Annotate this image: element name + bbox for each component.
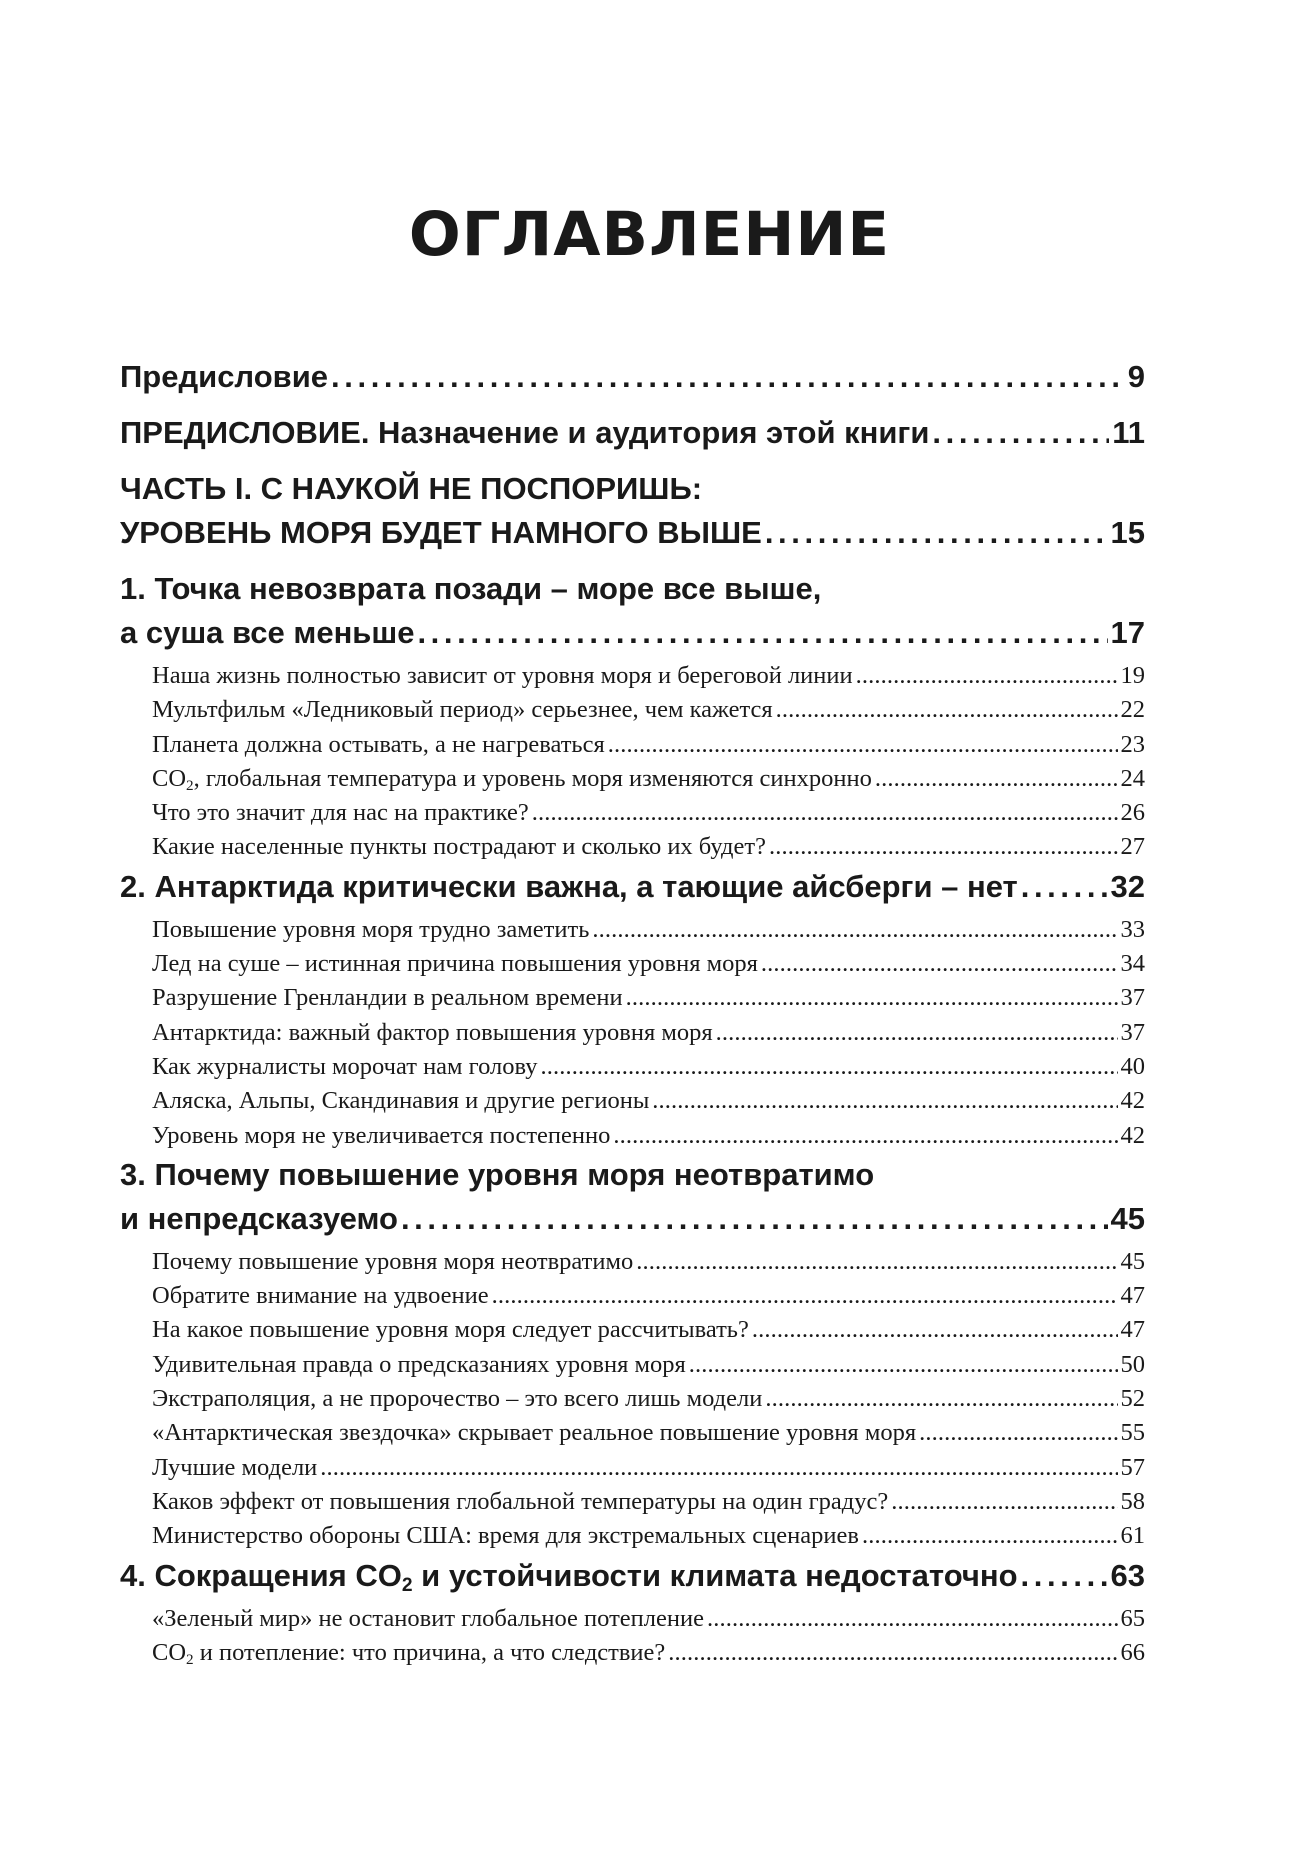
toc-dot-leader	[919, 1416, 1117, 1450]
toc-page-number: 50	[1120, 1350, 1145, 1378]
toc-section[interactable]	[120, 1313, 1145, 1347]
toc-line	[120, 693, 1145, 727]
toc-page-number: 61	[1120, 1522, 1145, 1550]
toc-page-number: 27	[1120, 833, 1145, 861]
toc-chapter[interactable]	[120, 1554, 1145, 1598]
toc-chapter[interactable]	[120, 567, 1145, 655]
toc-section[interactable]	[120, 796, 1145, 830]
toc-page-number: 47	[1120, 1282, 1145, 1310]
toc-section[interactable]	[120, 1119, 1145, 1153]
toc-dot-leader	[765, 511, 1108, 555]
toc-section[interactable]	[120, 1279, 1145, 1313]
toc-dot-leader	[532, 796, 1118, 830]
toc-section[interactable]	[120, 1636, 1145, 1670]
toc-dot-leader	[765, 1382, 1117, 1416]
toc-section[interactable]	[120, 762, 1145, 796]
toc-title-text: 4. Сокращения CO	[120, 1557, 402, 1593]
toc-entry-title	[120, 1554, 1018, 1598]
toc-dot-leader	[769, 830, 1118, 864]
toc-entry-title: Мультфильм «Ледниковый период» серьезнее, чем кажется	[152, 696, 773, 724]
toc-entry-title: Аляска, Альпы, Скандинавия и другие регионы	[152, 1087, 650, 1115]
toc-section[interactable]	[120, 1050, 1145, 1084]
toc-section[interactable]	[120, 1519, 1145, 1553]
toc-line	[120, 913, 1145, 947]
toc-line	[120, 1636, 1145, 1670]
toc-section[interactable]	[120, 1245, 1145, 1279]
toc-line	[120, 611, 1145, 655]
toc-section[interactable]	[120, 947, 1145, 981]
toc-entry-title: 3. Почему повышение уровня моря неотвратимо	[120, 1156, 875, 1192]
toc-section[interactable]	[120, 1382, 1145, 1416]
toc-title-subscript: 2	[186, 1650, 194, 1668]
toc-section[interactable]	[120, 693, 1145, 727]
toc-dot-leader	[761, 947, 1118, 981]
toc-dot-leader	[592, 913, 1117, 947]
toc-title-text: CO	[152, 764, 187, 792]
toc-chapter[interactable]	[120, 1153, 1145, 1241]
table-of-contents	[120, 355, 1145, 1670]
toc-dot-leader	[608, 728, 1118, 762]
toc-entry-title: Разрушение Гренландии в реальном времени	[152, 984, 623, 1012]
toc-page-number: 24	[1120, 764, 1145, 792]
toc-dot-leader	[626, 981, 1118, 1015]
toc-line	[120, 865, 1145, 909]
toc-entry-title: ЧАСТЬ I. С НАУКОЙ НЕ ПОСПОРИШЬ:	[120, 471, 703, 506]
toc-title-text: , глобальная температура и уровень моря изменяются синхронно	[193, 764, 872, 792]
toc-dot-leader	[417, 611, 1107, 655]
toc-dot-leader	[668, 1636, 1117, 1670]
toc-section[interactable]	[120, 728, 1145, 762]
toc-entry-title: «Зеленый мир» не остановит глобальное потепление	[152, 1604, 704, 1632]
toc-entry-title: Каков эффект от повышения глобальной температуры на один градус?	[152, 1487, 889, 1515]
page-title: ОГЛАВЛЕНИЕ	[408, 198, 891, 270]
toc-line	[120, 1451, 1145, 1485]
toc-entry-title: а суша все меньше	[120, 615, 415, 650]
toc-entry-title: Что это значит для нас на практике?	[152, 799, 529, 827]
toc-page-number: 52	[1120, 1385, 1145, 1413]
toc-line	[120, 762, 1145, 796]
toc-line	[120, 1519, 1145, 1553]
toc-entry-title: ПРЕДИСЛОВИЕ. Назначение и аудитория этой книги	[120, 415, 930, 450]
toc-page-number: 45	[1110, 1200, 1145, 1236]
toc-page-number: 55	[1120, 1419, 1145, 1447]
toc-entry-title: Повышение уровня моря трудно заметить	[152, 915, 590, 943]
toc-page-number: 22	[1120, 696, 1145, 724]
toc-line	[120, 411, 1145, 455]
toc-entry-title: Антарктида: важный фактор повышения уровня моря	[152, 1018, 713, 1046]
toc-dot-leader	[875, 762, 1118, 796]
toc-entry-title: 2. Антарктида критически важна, а тающие айсберги – нет	[120, 868, 1018, 904]
toc-page-number: 63	[1110, 1557, 1145, 1593]
toc-dot-leader	[541, 1050, 1118, 1084]
toc-page-number: 45	[1120, 1247, 1145, 1275]
toc-line	[120, 1084, 1145, 1118]
toc-entry-title: Как журналисты морочат нам голову	[152, 1052, 538, 1080]
toc-page-number: 42	[1120, 1121, 1145, 1149]
toc-title-text: и устойчивости климата недостаточно	[412, 1557, 1018, 1593]
toc-dot-leader	[613, 1119, 1117, 1153]
toc-dot-leader	[401, 1197, 1108, 1241]
toc-entry-title: Министерство обороны США: время для экстремальных сценариев	[152, 1522, 859, 1550]
toc-dot-leader	[752, 1313, 1118, 1347]
toc-section[interactable]	[120, 1016, 1145, 1050]
toc-page-number: 26	[1120, 799, 1145, 827]
toc-entry-title: Предисловие	[120, 359, 329, 394]
toc-entry-title: Наша жизнь полностью зависит от уровня моря и береговой линии	[152, 662, 853, 689]
toc-entry-title	[152, 762, 872, 796]
toc-dot-leader	[707, 1602, 1118, 1636]
toc-line	[120, 1279, 1145, 1313]
toc-section[interactable]	[120, 1348, 1145, 1382]
toc-entry-title: Удивительная правда о предсказаниях уровня моря	[152, 1350, 686, 1378]
toc-dot-leader	[716, 1016, 1118, 1050]
toc-page-number: 47	[1120, 1316, 1145, 1344]
toc-entry-title: УРОВЕНЬ МОРЯ БУДЕТ НАМНОГО ВЫШЕ	[120, 515, 762, 550]
toc-chapter[interactable]	[120, 865, 1145, 909]
toc-title-text: и потепление: что причина, а что следствие?	[193, 1638, 666, 1666]
toc-line	[120, 1602, 1145, 1636]
toc-dot-leader	[689, 1348, 1118, 1382]
toc-dot-leader	[636, 1245, 1117, 1279]
toc-page-number: 42	[1120, 1087, 1145, 1115]
toc-section[interactable]	[120, 830, 1145, 864]
toc-page-number: 33	[1120, 915, 1145, 943]
toc-entry-title: Уровень моря не увеличивается постепенно	[152, 1121, 611, 1149]
toc-entry-title: Лед на суше – истинная причина повышения уровня моря	[152, 950, 758, 978]
toc-entry-title: Лучшие модели	[152, 1453, 318, 1481]
toc-line	[120, 1197, 1145, 1241]
toc-entry-title: Экстраполяция, а не пророчество – это всего лишь модели	[152, 1385, 763, 1413]
toc-line	[120, 947, 1145, 981]
toc-page-number: 9	[1127, 359, 1145, 394]
toc-dot-leader	[331, 355, 1125, 399]
toc-page-number: 11	[1112, 415, 1145, 450]
toc-page-number: 37	[1120, 1018, 1145, 1046]
toc-dot-leader	[492, 1279, 1118, 1313]
toc-dot-leader	[891, 1485, 1117, 1519]
toc-page-number: 17	[1110, 615, 1145, 650]
toc-section[interactable]	[120, 1485, 1145, 1519]
toc-line	[120, 567, 1145, 611]
toc-page-number: 57	[1120, 1453, 1145, 1481]
toc-line	[120, 1554, 1145, 1598]
toc-section[interactable]	[120, 1416, 1145, 1450]
toc-page-number: 19	[1120, 662, 1145, 689]
toc-page-number: 34	[1120, 950, 1145, 978]
toc-entry-title	[152, 1636, 665, 1670]
toc-chapter[interactable]	[120, 467, 1145, 555]
toc-dot-leader	[320, 1451, 1117, 1485]
toc-line	[120, 659, 1145, 693]
toc-entry-title: и непредсказуемо	[120, 1200, 398, 1236]
toc-section[interactable]	[120, 1451, 1145, 1485]
toc-line	[120, 1382, 1145, 1416]
toc-entry-title: Планета должна остывать, а не нагреваться	[152, 730, 605, 758]
toc-dot-leader	[1021, 865, 1108, 909]
toc-chapter[interactable]	[120, 355, 1145, 399]
toc-page-number: 58	[1120, 1487, 1145, 1515]
toc-chapter[interactable]	[120, 411, 1145, 455]
toc-page-number: 37	[1120, 984, 1145, 1012]
toc-line	[120, 1119, 1145, 1153]
toc-page-number: 66	[1120, 1638, 1145, 1666]
toc-section[interactable]	[120, 1084, 1145, 1118]
toc-entry-title: Почему повышение уровня моря неотвратимо	[152, 1247, 634, 1275]
toc-page-number: 40	[1120, 1052, 1145, 1080]
toc-entry-title: Обратите внимание на удвоение	[152, 1282, 489, 1310]
toc-dot-leader	[1021, 1554, 1108, 1598]
toc-line	[120, 1050, 1145, 1084]
toc-line	[120, 1485, 1145, 1519]
toc-dot-leader	[856, 659, 1118, 693]
toc-line	[120, 1153, 1145, 1197]
toc-entry-title: «Антарктическая звездочка» скрывает реальное повышение уровня моря	[152, 1419, 917, 1447]
toc-line	[120, 830, 1145, 864]
toc-section[interactable]	[120, 981, 1145, 1015]
toc-line	[120, 1313, 1145, 1347]
toc-line	[120, 355, 1145, 399]
toc-line	[120, 511, 1145, 555]
toc-entry-title: Какие населенные пункты пострадают и сколько их будет?	[152, 833, 766, 861]
toc-page-number: 15	[1110, 515, 1145, 550]
toc-page-number: 32	[1110, 868, 1145, 904]
toc-line	[120, 1016, 1145, 1050]
toc-section[interactable]	[120, 913, 1145, 947]
toc-dot-leader	[776, 693, 1118, 727]
toc-entry-title: 1. Точка невозврата позади – море все выше,	[120, 571, 822, 606]
toc-line	[120, 728, 1145, 762]
toc-line	[120, 981, 1145, 1015]
toc-line	[120, 467, 1145, 511]
toc-line	[120, 1416, 1145, 1450]
toc-section[interactable]	[120, 659, 1145, 693]
toc-section[interactable]	[120, 1602, 1145, 1636]
toc-line	[120, 1348, 1145, 1382]
toc-line	[120, 796, 1145, 830]
toc-title-text: CO	[152, 1638, 187, 1666]
toc-title-subscript: 2	[186, 776, 194, 794]
toc-page-number: 65	[1120, 1604, 1145, 1632]
toc-title-subscript: 2	[401, 1574, 413, 1596]
toc-page-number: 23	[1120, 730, 1145, 758]
toc-entry-title: На какое повышение уровня моря следует рассчитывать?	[152, 1316, 749, 1344]
toc-dot-leader	[932, 411, 1109, 455]
toc-dot-leader	[862, 1519, 1118, 1553]
toc-dot-leader	[652, 1084, 1117, 1118]
toc-line	[120, 1245, 1145, 1279]
